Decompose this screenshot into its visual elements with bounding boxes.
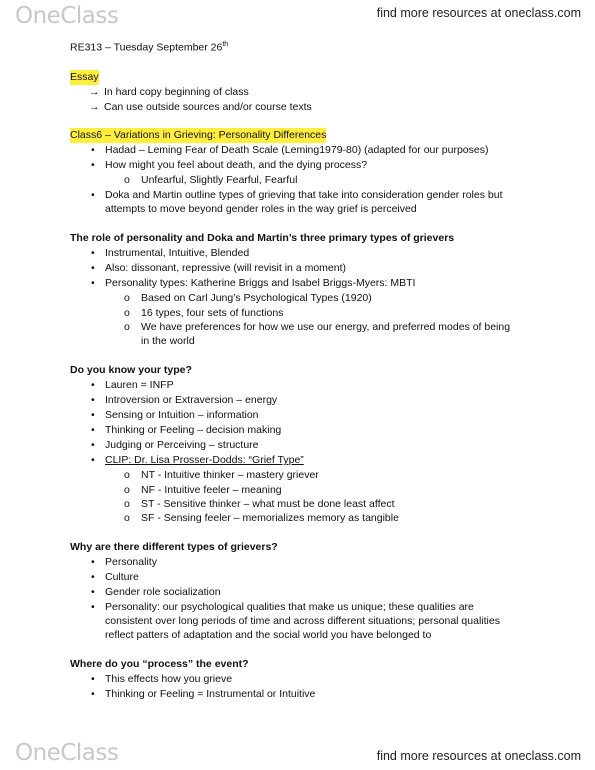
bullet-marker: • bbox=[91, 439, 95, 451]
list-item: Thinking or Feeling = Instrumental or Intuitive bbox=[105, 688, 316, 700]
list-item: NT - Intuitive thinker – mastery griever bbox=[141, 469, 319, 481]
footer-resources-link[interactable]: find more resources at oneclass.com bbox=[376, 749, 581, 763]
clip-link[interactable]: CLIP: Dr. Lisa Prosser-Dodds: “Grief Type” bbox=[105, 454, 304, 466]
list-item: Thinking or Feeling – decision making bbox=[105, 424, 282, 436]
essay-heading: Essay bbox=[70, 71, 99, 83]
bullet-marker: • bbox=[91, 379, 95, 391]
bullet-marker: • bbox=[91, 144, 95, 156]
sub-bullet-marker: o bbox=[124, 498, 130, 510]
list-item: Unfearful, Slightly Fearful, Fearful bbox=[141, 174, 298, 186]
bullet-marker: • bbox=[91, 424, 95, 436]
sub-bullet-marker: o bbox=[124, 321, 130, 333]
list-item: This effects how you grieve bbox=[105, 673, 233, 685]
bullet-marker: • bbox=[91, 277, 95, 289]
bullet-marker: • bbox=[91, 556, 95, 568]
role-heading: The role of personality and Doka and Martin’s three primary types of grievers bbox=[70, 232, 455, 244]
bullet-marker: • bbox=[91, 247, 95, 259]
bullet-marker: • bbox=[91, 159, 95, 171]
list-item: ST - Sensitive thinker – what must be done least affect bbox=[141, 498, 395, 510]
list-item: Based on Carl Jung’s Psychological Types (1920) bbox=[141, 292, 372, 304]
sub-bullet-marker: o bbox=[124, 307, 130, 319]
oneclass-logo[interactable]: OneClass bbox=[15, 3, 119, 29]
list-item: Personality bbox=[105, 556, 157, 568]
list-item: Instrumental, Intuitive, Blended bbox=[105, 247, 250, 259]
bullet-marker: • bbox=[91, 688, 95, 700]
list-item: 16 types, four sets of functions bbox=[141, 307, 284, 319]
bullet-marker: • bbox=[91, 189, 95, 201]
header bbox=[0, 0, 595, 30]
sub-bullet-marker: o bbox=[124, 292, 130, 304]
type-heading: Do you know your type? bbox=[70, 364, 192, 376]
bullet-marker: • bbox=[91, 454, 95, 466]
bullet-marker: • bbox=[91, 409, 95, 421]
list-item: Also: dissonant, repressive (will revisit in a moment) bbox=[105, 262, 346, 274]
bullet-marker: • bbox=[91, 673, 95, 685]
list-item: We have preferences for how we use our energy, and preferred modes of being bbox=[141, 321, 511, 333]
list-item: Gender role socialization bbox=[105, 586, 221, 598]
list-item: Sensing or Intuition – information bbox=[105, 409, 259, 421]
list-item-continued: attempts to move beyond gender roles in the way grief is perceived bbox=[105, 203, 417, 215]
list-item: Judging or Perceiving – structure bbox=[105, 439, 259, 451]
course-title: RE313 – Tuesday September 26th bbox=[70, 41, 229, 54]
bullet-marker: • bbox=[91, 394, 95, 406]
sub-bullet-marker: o bbox=[124, 174, 130, 186]
list-item: In hard copy beginning of class bbox=[104, 86, 249, 98]
list-item: Personality types: Katherine Briggs and Isabel Briggs-Myers: MBTI bbox=[105, 277, 416, 289]
list-item: Culture bbox=[105, 571, 139, 583]
list-item-continued: consistent over long periods of time and across different situations; personal qualities bbox=[105, 615, 500, 627]
list-item: Lauren = INFP bbox=[105, 379, 174, 391]
bullet-marker: • bbox=[91, 262, 95, 274]
process-heading: Where do you “process” the event? bbox=[70, 658, 249, 670]
arrow-marker: → bbox=[89, 86, 100, 98]
bullet-marker: • bbox=[91, 571, 95, 583]
sub-bullet-marker: o bbox=[124, 512, 130, 524]
arrow-marker: → bbox=[89, 101, 100, 113]
list-item-continued: reflect patters of adaptation and the social world you have belonged to bbox=[105, 629, 432, 641]
why-heading: Why are there different types of grievers? bbox=[70, 541, 278, 553]
oneclass-logo-footer[interactable]: OneClass bbox=[15, 740, 119, 766]
bullet-marker: • bbox=[91, 586, 95, 598]
list-item: Introversion or Extraversion – energy bbox=[105, 394, 278, 406]
list-item: Personality: our psychological qualities that make us unique; these qualities are bbox=[105, 601, 474, 613]
sub-bullet-marker: o bbox=[124, 484, 130, 496]
class6-heading: Class6 – Variations in Grieving: Personality Differences bbox=[70, 129, 327, 141]
list-item: Can use outside sources and/or course texts bbox=[104, 101, 312, 113]
header-resources-link[interactable]: find more resources at oneclass.com bbox=[376, 6, 581, 20]
list-item-continued: in the world bbox=[141, 335, 195, 347]
list-item: How might you feel about death, and the dying process? bbox=[105, 159, 368, 171]
sub-bullet-marker: o bbox=[124, 469, 130, 481]
list-item: SF - Sensing feeler – memorializes memory as tangible bbox=[141, 512, 399, 524]
list-item: Hadad – Leming Fear of Death Scale (Leming1979-80) (adapted for our purposes) bbox=[105, 144, 489, 156]
list-item: Doka and Martin outline types of grieving that take into consideration gender roles but bbox=[105, 189, 503, 201]
list-item: NF - Intuitive feeler – meaning bbox=[141, 484, 282, 496]
bullet-marker: • bbox=[91, 601, 95, 613]
